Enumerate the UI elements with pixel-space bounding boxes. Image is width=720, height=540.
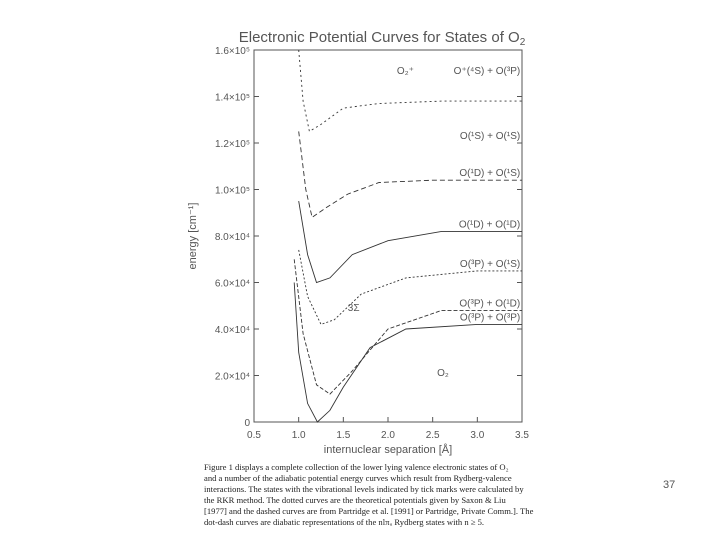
page-number: 37 [663, 479, 676, 491]
caption-line: interactions. The states with the vibrational levels indicated by tick marks were calculated by [204, 484, 524, 494]
caption-line: and a number of the adiabatic potential energy curves which result from Rydberg-valence [204, 473, 512, 483]
state-label: 3Σ [347, 303, 360, 315]
x-tick-label: 0.5 [247, 430, 261, 441]
y-tick-label: 1.4×10⁵ [214, 92, 250, 104]
potential-curves-chart [182, 20, 542, 460]
plot-frame [254, 50, 522, 422]
curves [294, 50, 522, 422]
y-tick-label: 6.0×10⁴ [214, 278, 250, 290]
y-tick-label: 1.2×10⁵ [214, 139, 250, 150]
y-tick-label: 0 [244, 418, 250, 429]
caption-line: the RKR method. The dotted curves are the theoretical potentials given by Saxon & Liu [204, 495, 506, 505]
caption-line: [1977] and the dashed curves are from Partridge et al. [1991] or Partridge, Private Comm.]. The [204, 506, 534, 516]
potential-curves-figure [182, 20, 542, 460]
x-tick-label: 3.5 [515, 430, 529, 441]
x-tick-label: 2.0 [381, 430, 395, 441]
potential-curve [294, 259, 522, 394]
state-label: O⁺(⁴S) + O(³P) [453, 65, 521, 77]
x-tick-label: 1.0 [291, 430, 306, 441]
state-label: O(¹D) + O(¹S) [459, 168, 521, 180]
potential-curve [299, 50, 522, 131]
state-label: O(¹D) + O(¹D) [458, 219, 521, 231]
y-tick-label: 1.0×10⁵ [214, 185, 250, 197]
x-axis-label: internuclear separation [Å] [323, 444, 453, 456]
chart-title: Electronic Potential Curves for States of $O_2$ [238, 29, 526, 48]
potential-curve [299, 201, 522, 282]
state-label: O(³P) + O(³P) [459, 312, 521, 324]
y-tick-label: 4.0×10⁴ [214, 325, 250, 336]
x-tick-label: 2.5 [425, 430, 440, 441]
y-tick-label: 8.0×10⁴ [214, 232, 250, 243]
figure-caption [204, 462, 554, 528]
state-label: O(³P) + O(¹D) [459, 298, 521, 310]
state-label: O(³P) + O(¹S) [459, 258, 521, 270]
x-tick-label: 3.0 [470, 430, 485, 441]
state-labels [348, 66, 520, 379]
y-tick-label: 2.0×10⁴ [214, 371, 250, 383]
state-label: O₂ [437, 368, 449, 380]
y-tick-label: 1.6×10⁵ [214, 46, 250, 57]
caption-line: Figure 1 displays a complete collection of the lower lying valence electronic states of O₂ [204, 462, 509, 472]
x-axis [247, 417, 529, 441]
state-label: O₂⁺ [396, 65, 414, 77]
state-label: O(¹S) + O(¹S) [459, 131, 521, 142]
x-tick-label: 1.5 [336, 430, 351, 441]
y-axis-label: energy [cm⁻¹] [187, 202, 199, 270]
y-axis [215, 46, 522, 429]
caption-line: dot-dash curves are diabatic representations of the nlπᵤ Rydberg states with n ≥ 5. [204, 517, 485, 527]
